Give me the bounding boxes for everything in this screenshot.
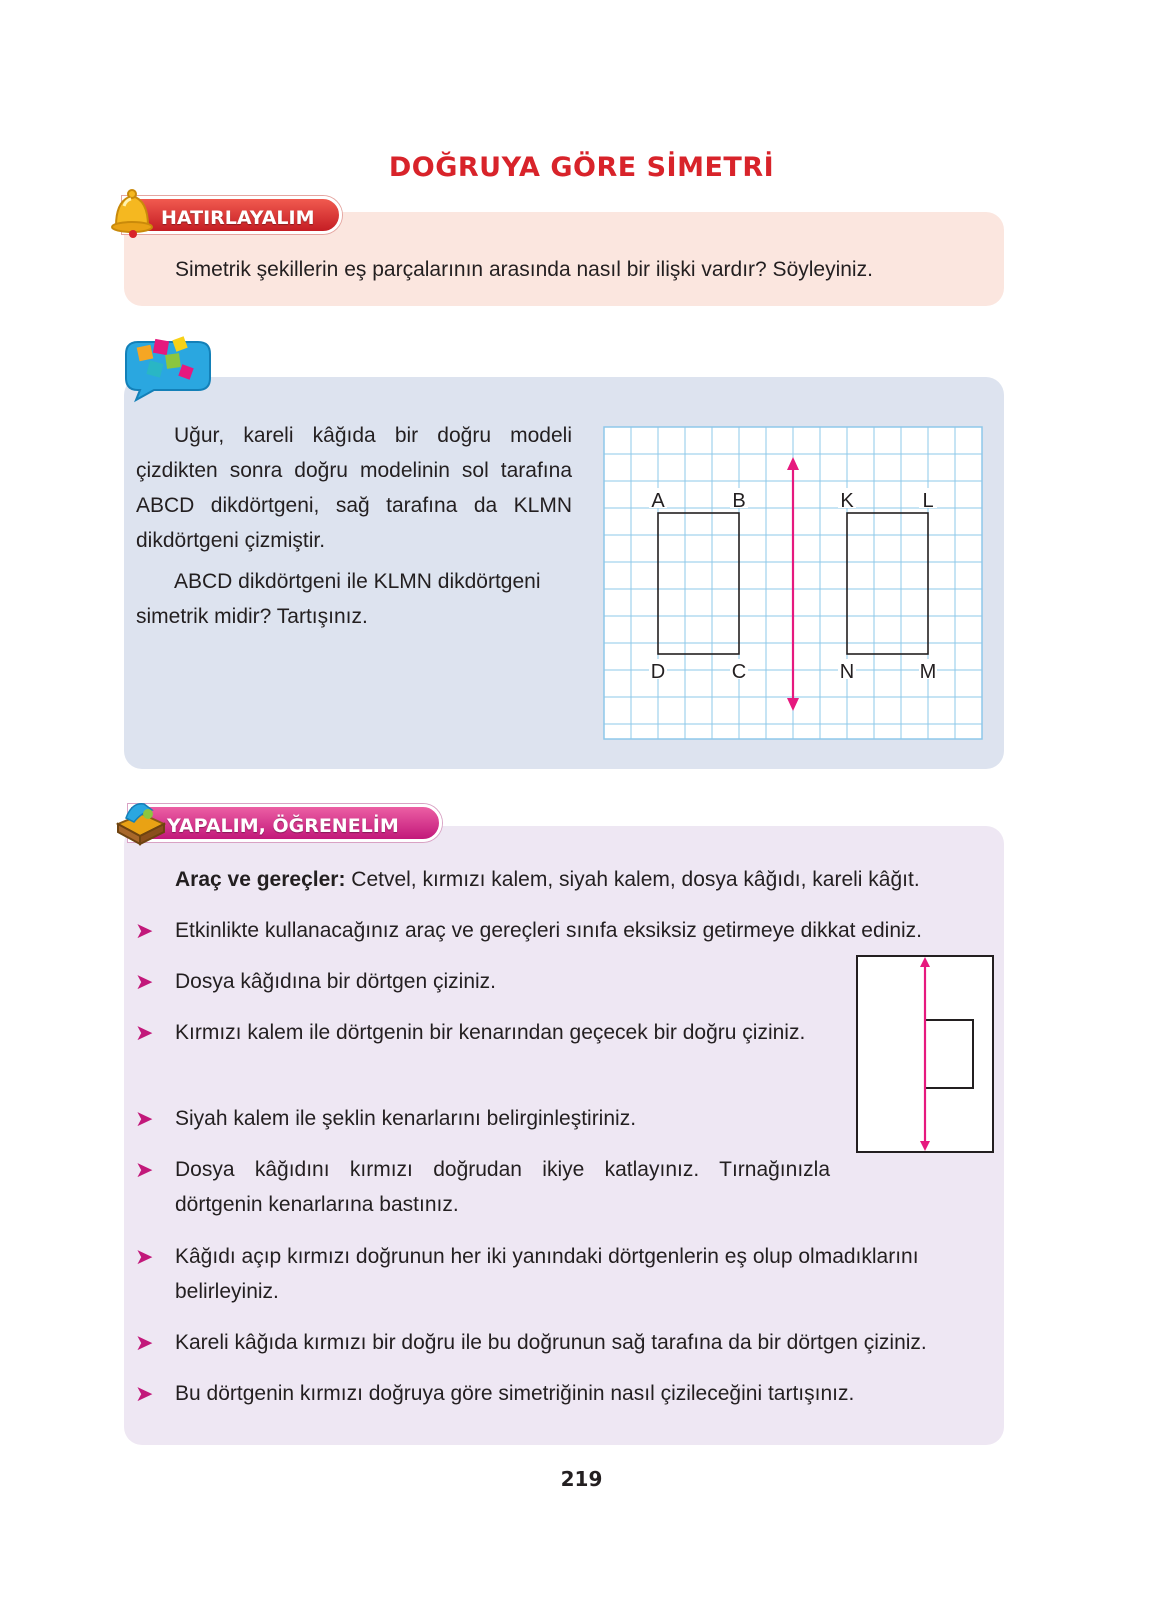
problem-paragraph-1: Uğur, kareli kâğıda bir doğru modeli çizdikten sonra doğru modelinin sol tarafına ABCD dikdörtgeni, sağ tarafına da KLMN dikdörtgeni çizmiştir. — [136, 424, 572, 552]
step-item — [135, 1015, 830, 1050]
label-l: L — [922, 490, 934, 512]
label-c: C — [731, 661, 747, 683]
step-item — [135, 1376, 995, 1411]
folding-paper-figure — [856, 955, 994, 1153]
materials-line — [175, 862, 920, 897]
arrow-bullet-icon: ➤ — [135, 1381, 154, 1406]
arrow-bullet-icon: ➤ — [135, 918, 154, 943]
book-icon — [112, 794, 168, 850]
materials-text: Cetvel, kırmızı kalem, siyah kalem, dosya kâğıdı, kareli kâğıt. — [345, 868, 920, 891]
problem-text — [136, 418, 572, 640]
hatirlayalim-question: Simetrik şekillerin eş parçalarının arasında nasıl bir ilişki vardır? Söyleyiniz. — [175, 258, 873, 281]
step-text: Kâğıdı açıp kırmızı doğrunun her iki yanındaki dörtgenlerin eş olup olmadıklarını belirleyiniz. — [175, 1245, 919, 1303]
label-m: M — [919, 661, 937, 683]
step-text: Dosya kâğıdına bir dörtgen çiziniz. — [175, 970, 496, 993]
arrow-bullet-icon: ➤ — [135, 1020, 154, 1045]
arrow-bullet-icon: ➤ — [135, 969, 154, 994]
step-text: Kırmızı kalem ile dörtgenin bir kenarından geçecek bir doğru çiziniz. — [175, 1021, 806, 1044]
label-b: B — [732, 490, 746, 512]
label-d: D — [650, 661, 666, 683]
step-item — [135, 1101, 830, 1136]
yapalim-label: YAPALIM, ÖĞRENELİM — [128, 804, 442, 842]
step-item — [135, 1152, 830, 1222]
label-n: N — [839, 661, 855, 683]
step-item — [135, 913, 995, 948]
arrow-bullet-icon: ➤ — [135, 1157, 154, 1182]
step-text: Dosya kâğıdını kırmızı doğrudan ikiye katlayınız. Tırnağınızla dörtgenin kenarlarına bastınız. — [175, 1158, 830, 1216]
bell-icon — [106, 186, 156, 240]
hatirlayalim-label: HATIRLAYALIM — [122, 196, 342, 234]
label-k: K — [840, 490, 854, 512]
step-item — [135, 1325, 995, 1360]
step-text: Bu dörtgenin kırmızı doğruya göre simetriğinin nasıl çizileceğini tartışınız. — [175, 1382, 855, 1405]
page-number: 219 — [560, 1467, 603, 1491]
step-text: Etkinlikte kullanacağınız araç ve gereçleri sınıfa eksiksiz getirmeye dikkat ediniz. — [175, 919, 922, 942]
label-a: A — [651, 490, 665, 512]
step-text: Kareli kâğıda kırmızı bir doğru ile bu doğrunun sağ tarafına da bir dörtgen çiziniz. — [175, 1331, 927, 1354]
arrow-bullet-icon: ➤ — [135, 1330, 154, 1355]
puzzle-icon — [114, 332, 214, 402]
step-item — [135, 1239, 995, 1309]
materials-label: Araç ve gereçler: — [175, 868, 346, 891]
step-text: Siyah kalem ile şeklin kenarlarını belirginleştiriniz. — [175, 1107, 637, 1130]
grid-diagram — [603, 426, 983, 740]
page-title: DOĞRUYA GÖRE SİMETRİ — [388, 152, 775, 183]
arrow-bullet-icon: ➤ — [135, 1244, 154, 1269]
step-item — [135, 964, 835, 999]
problem-paragraph-2: ABCD dikdörtgeni ile KLMN dikdörtgeni simetrik midir? Tartışınız. — [136, 570, 541, 628]
arrow-bullet-icon: ➤ — [135, 1106, 154, 1131]
